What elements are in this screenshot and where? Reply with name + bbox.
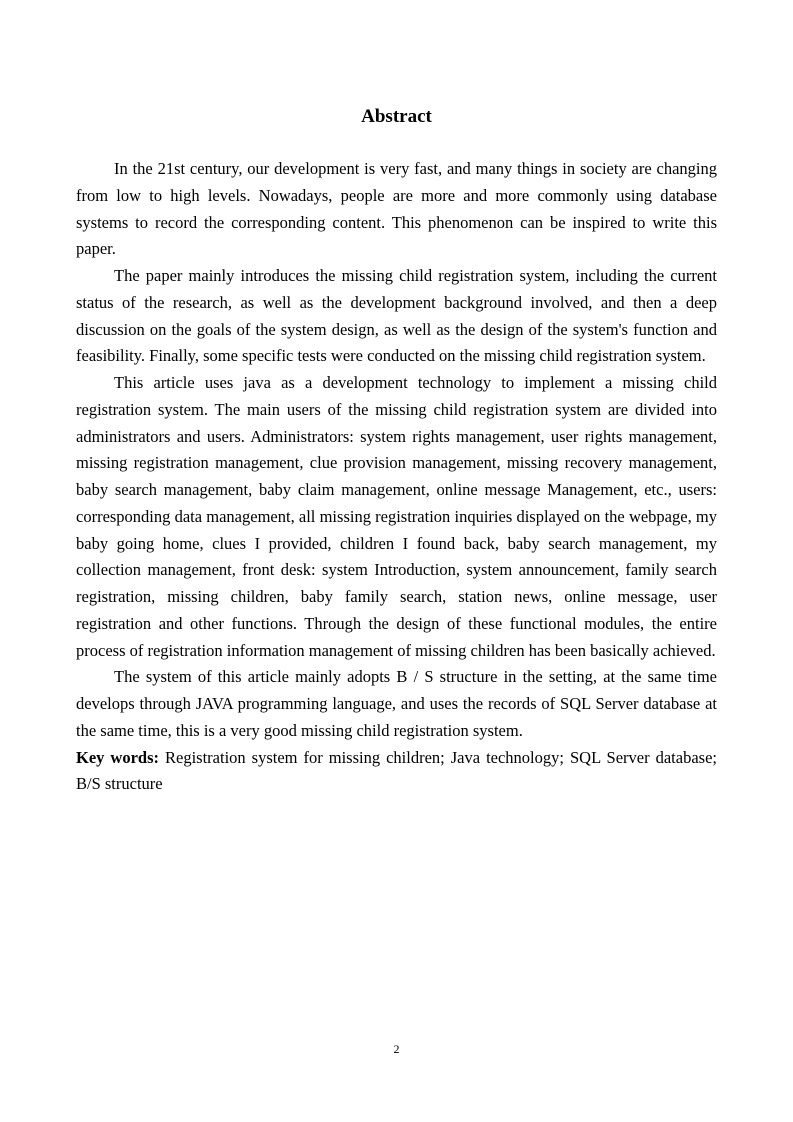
abstract-paragraph-3: This article uses java as a development technology to implement a missing child registration system. The main users of the missing child registration system are divided into administrators and users. Administrators: system rights management, user rights management, missing registration management, clue provision management, missing recovery management, baby search management, baby claim management, online message Management, etc., users: corresponding data management, all missing registration inquiries displayed on the webpage, my baby going home, clues I provided, children I found back, baby search management, my collection management, front desk: system Introduction, system announcement, family search registration, missing children, baby family search, station news, online message, user registration and other functions. Through the design of these functional modules, the entire process of registration information management of missing children has been basically achieved. — [76, 373, 717, 660]
keywords-text: Registration system for missing children; Java technology; SQL Server database; B/S structure — [76, 747, 717, 794]
keywords-label: Key words: — [76, 747, 159, 767]
keywords-line — [76, 745, 717, 799]
page-title: Abstract — [361, 106, 432, 127]
page-number: 2 — [393, 1042, 400, 1056]
abstract-paragraph-2: The paper mainly introduces the missing child registration system, including the current status of the research, as well as the development background involved, and then a deep discussion on the goals of the system design, as well as the design of the system's function and feasibility. Finally, some specific tests were conducted on the missing child registration system. — [76, 266, 717, 366]
abstract-paragraph-1: In the 21st century, our development is very fast, and many things in society are changing from low to high levels. Nowadays, people are more and more commonly using database systems to record the corresponding content. This phenomenon can be inspired to write this paper. — [76, 159, 717, 259]
abstract-body — [76, 156, 717, 798]
abstract-paragraph-4: The system of this article mainly adopts B / S structure in the setting, at the same time develops through JAVA programming language, and uses the records of SQL Server database at the same time, this is a very good missing child registration system. — [76, 667, 717, 740]
